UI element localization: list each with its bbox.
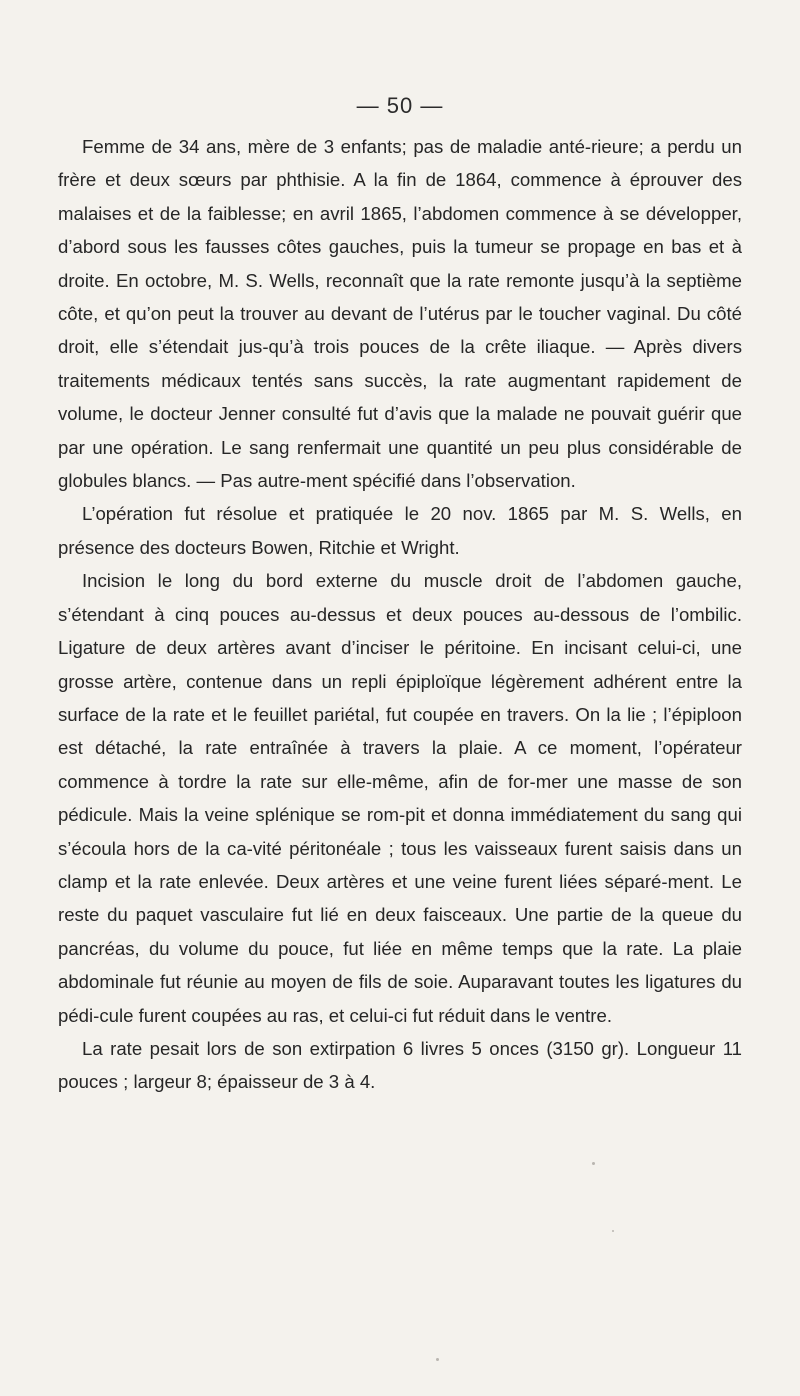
paragraph-spleen-measurements: La rate pesait lors de son extirpation 6 livres 5 onces (3150 gr). Longueur 11 pouces ; largeur 8; épaisseur de 3 à 4. (58, 1037, 742, 1093)
paper-speck (612, 1230, 614, 1232)
paper-speck (592, 1162, 595, 1165)
page-number: — 50 — (356, 93, 444, 118)
paragraph-case-history: Femme de 34 ans, mère de 3 enfants; pas de maladie anté-rieure; a perdu un frère et deux sœurs par phthisie. A la fin de 1864, commence à éprouver des malaises et de la faiblesse; en avril 1865, l’abdomen commence à se développer, d’abord sous les fausses côtes gauches, puis la tumeur se propage en bas et à droite. En octobre, M. S. Wells, reconnaît que la rate remonte jusqu’à la septième côte, et qu’on peut la trouver au devant de l’utérus par le toucher vaginal. Du côté droit, elle s’étendait jus-qu’à trois pouces de la crête iliaque. — Après divers traitements médicaux tentés sans succès, la rate augmentant rapidement de volume, le docteur Jenner consulté fut d’avis que la malade ne pouvait guérir que par une opération. Le sang renfermait une quantité un peu plus considérable de globules blancs. — Pas autre-ment spécifié dans l’observation. (58, 136, 742, 492)
paper-speck (436, 1358, 439, 1361)
paragraph-operation-decision: L’opération fut résolue et pratiquée le 20 nov. 1865 par M. S. Wells, en présence des docteurs Bowen, Ritchie et Wright. (58, 503, 742, 558)
paragraph-operation-details: Incision le long du bord externe du muscle droit de l’abdomen gauche, s’étendant à cinq pouces au-dessus et deux pouces au-dessous de l’ombilic. Ligature de deux artères avant d’inciser le péritoine. En incisant celui-ci, une grosse artère, contenue dans un repli épiploïque légèrement adhérent entre la surface de la rate et le feuillet pariétal, fut coupée en travers. On la lie ; l’épiploon est détaché, la rate entraînée à travers la plaie. A ce moment, l’opérateur commence à tordre la rate sur elle-même, afin de for-mer une masse de son pédicule. Mais la veine splénique se rom-pit et donna immédiatement du sang qui s’écoula hors de la ca-vité péritonéale ; tous les vaisseaux furent saisis dans un clamp et la rate enlevée. Deux artères et une veine furent liées séparé-ment. Le reste du paquet vasculaire fut lié en deux faisceaux. Une partie de la queue du pancréas, du volume du pouce, fut liée en même temps que la rate. La plaie abdominale fut réunie au moyen de fils de soie. Auparavant toutes les ligatures du pédi-cule furent coupées au ras, et celui-ci fut réduit dans le ventre. (58, 570, 742, 1026)
body-text (58, 130, 742, 1099)
